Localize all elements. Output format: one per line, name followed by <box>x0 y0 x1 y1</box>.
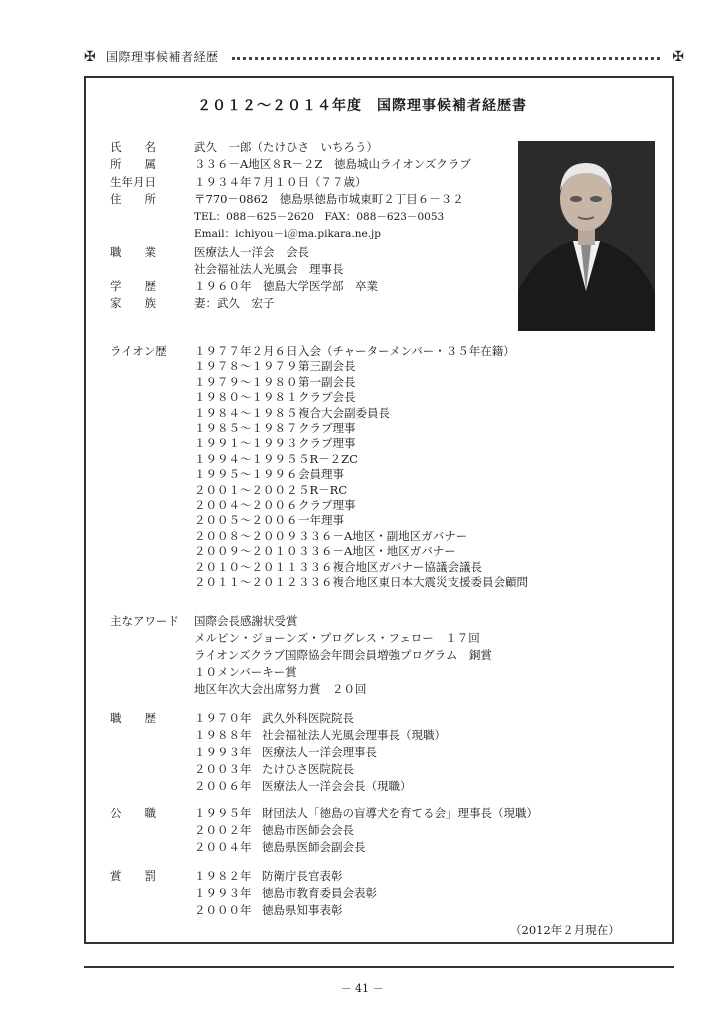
header-title: 国際理事候補者経歴 <box>106 50 219 64</box>
header-dotted-rule <box>232 57 660 60</box>
lion-history-event: クラブ理事 <box>298 421 356 435</box>
lion-history-event: 入会（チャーターメンバー・３５年在籍） <box>298 344 515 358</box>
honor-year: １９８２年 <box>194 869 252 883</box>
lion-history-year: ２００４～２００６ <box>194 498 298 512</box>
career-year: ２００６年 <box>194 779 252 793</box>
education-value: １９６０年 徳島大学医学部 卒業 <box>194 279 378 293</box>
public-post-event: 財団法人「徳島の盲導犬を育てる会」理事長（現職） <box>262 806 538 820</box>
lion-history-year: ２０１１～２０１２ <box>194 575 298 589</box>
lion-history-event: クラブ会長 <box>298 390 356 405</box>
honor-year: ２０００年 <box>194 903 252 917</box>
lion-history-year: １９８４～１９８５ <box>194 405 298 420</box>
award-item: 地区年次大会出席努力賞 ２０回 <box>194 682 367 696</box>
running-header <box>84 46 684 70</box>
lion-history-year: ２０１０～２０１１ <box>194 559 298 574</box>
lion-history-event: 第三副会長 <box>298 359 356 374</box>
career-event: たけひさ医院院長 <box>262 762 354 776</box>
lion-history-year: １９７７年２月６日 <box>194 344 298 358</box>
career-event: 医療法人一洋会会長（現職） <box>262 779 412 793</box>
lion-history-event: 第一副会長 <box>298 374 356 389</box>
lion-history-year: ２００８～２００９ <box>194 528 298 543</box>
award-item: 国際会長感謝状受賞 <box>194 614 298 628</box>
career-year: １９７０年 <box>194 711 252 725</box>
lion-history-event: ５R－２ZC <box>298 451 358 466</box>
lion-history-year: １９９４～１９９５ <box>194 451 298 466</box>
address-value: 〒770－0862 徳島県徳島市城東町２丁目６－３２ <box>194 192 464 206</box>
award-item: ライオンズクラブ国際協会年間会員増強プログラム 銅賞 <box>194 648 492 662</box>
public-post-year: ２００４年 <box>194 840 252 854</box>
emblem-right-icon: ✠ <box>672 49 684 65</box>
career-event: 医療法人一洋会理事長 <box>262 745 377 759</box>
lion-history-event: 会員理事 <box>298 467 344 482</box>
career-year: １９９３年 <box>194 745 252 759</box>
honors-label: 賞 罰 <box>110 869 156 883</box>
public-post-event: 徳島県医師会副会長 <box>262 840 366 854</box>
career-event: 武久外科医院院長 <box>262 711 354 725</box>
career-year: １９８８年 <box>194 728 252 742</box>
affiliation-value: ３３６－A地区８R－２Z 徳島城山ライオンズクラブ <box>194 157 471 171</box>
lion-history-year: １９９５～１９９６ <box>194 467 298 482</box>
name-value: 武久 一郎（たけひさ いちろう） <box>194 140 378 154</box>
honor-event: 防衛庁長官表彰 <box>262 869 343 883</box>
document-title: ２０１２～２０１４年度 国際理事候補者経歴書 <box>197 98 527 114</box>
lion-history-year: ２００１～２００２ <box>194 482 298 497</box>
awards-label: 主なアワード <box>110 614 179 628</box>
emblem-left-icon: ✠ <box>84 49 96 65</box>
lion-history-year: １９８５～１９８７ <box>194 421 298 435</box>
career-year: ２００３年 <box>194 762 252 776</box>
lion-history-event: ５R－RC <box>298 482 348 497</box>
honor-year: １９９３年 <box>194 886 252 900</box>
lion-history-year: １９７８～１９７９ <box>194 359 298 374</box>
public-post-year: ２００２年 <box>194 823 252 837</box>
portrait-photo <box>518 141 655 331</box>
education-label: 学 歴 <box>110 279 156 293</box>
email: Email：ichiyou－i＠ma.pikara.ne.jp <box>194 228 381 240</box>
honor-event: 徳島市教育委員会表彰 <box>262 886 377 900</box>
honor-event: 徳島県知事表彰 <box>262 903 343 917</box>
career-label: 職 歴 <box>110 711 156 725</box>
affiliation-label: 所 属 <box>110 157 156 171</box>
birth-value: １９３４年７月１０日（７７歳） <box>194 175 367 189</box>
lion-history-year: １９８０～１９８１ <box>194 390 298 405</box>
tel-fax: TEL：088－625－2620 FAX：088－623－0053 <box>194 211 445 223</box>
as-of-date-note: （2012年２月現在） <box>510 923 620 937</box>
lion-history-year: １９９１～１９９３ <box>194 436 298 451</box>
address-label: 住 所 <box>110 192 156 206</box>
occupation-1: 医療法人一洋会 会長 <box>194 245 309 259</box>
name-label: 氏 名 <box>110 140 156 154</box>
family-label: 家 族 <box>110 296 156 310</box>
award-item: １０メンバーキー賞 <box>194 665 297 679</box>
footer-rule <box>84 966 674 968</box>
public-posts-label: 公 職 <box>110 806 156 820</box>
lion-history-event: ３３６－A地区・地区ガバナー <box>298 544 456 559</box>
lion-history-event: 一年理事 <box>298 513 344 528</box>
lion-history-year: ２００５～２００６ <box>194 513 298 528</box>
lion-history-event: 複合大会副委員長 <box>298 405 390 420</box>
lion-history-event: ３３６複合地区ガバナー協議会議長 <box>298 559 482 574</box>
family-value: 妻：武久 宏子 <box>194 296 275 310</box>
birth-label: 生年月日 <box>110 175 156 189</box>
award-item: メルビン・ジョーンズ・プログレス・フェロー １７回 <box>194 631 480 645</box>
lion-history-label: ライオン歴 <box>110 344 167 358</box>
lion-history-event: クラブ理事 <box>298 498 356 512</box>
public-post-year: １９９５年 <box>194 806 252 820</box>
occupation-label: 職 業 <box>110 245 156 259</box>
lion-history-event: ３３６－A地区・副地区ガバナー <box>298 528 468 543</box>
lion-history-year: １９７９～１９８０ <box>194 374 298 389</box>
lion-history-event: ３３６複合地区東日本大震災支援委員会顧問 <box>298 575 528 589</box>
lion-history-year: ２００９～２０１０ <box>194 544 298 559</box>
page-number: － 41 － <box>340 982 384 995</box>
public-post-event: 徳島市医師会会長 <box>262 823 354 837</box>
occupation-2: 社会福祉法人光風会 理事長 <box>194 262 344 276</box>
career-event: 社会福祉法人光風会理事長（現職） <box>262 728 446 742</box>
lion-history-event: クラブ理事 <box>298 436 356 451</box>
